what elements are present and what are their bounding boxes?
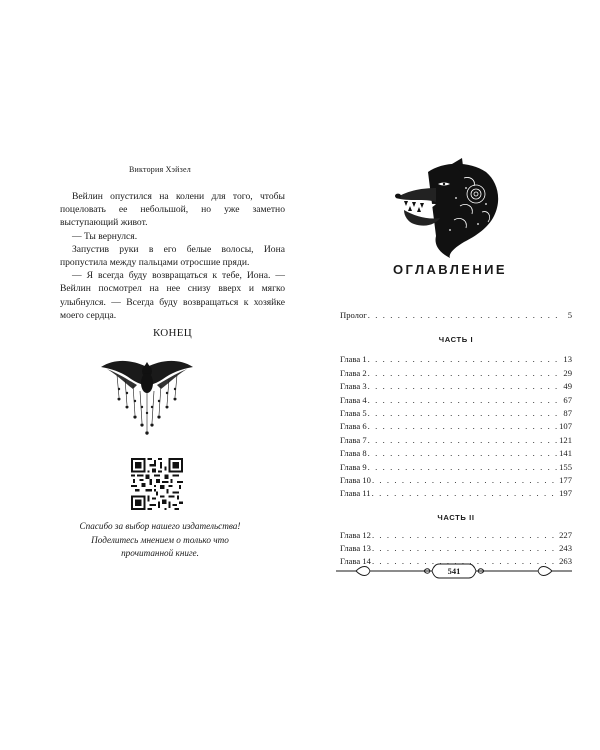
right-page (300, 0, 600, 750)
toc-leader-dots (372, 543, 558, 553)
toc-leader-dots (368, 395, 559, 405)
toc-entry-page: 13 (563, 354, 572, 365)
toc-entry-page: 49 (563, 381, 572, 392)
toc-entry[interactable] (340, 408, 572, 421)
toc-entry-page: 177 (559, 474, 572, 485)
toc-entry[interactable] (340, 368, 572, 381)
toc-entry-label: Глава 8 (340, 448, 367, 459)
wolf-head-illustration (390, 158, 510, 260)
toc-entry-page: 29 (563, 367, 572, 378)
toc-leader-dots (372, 488, 559, 498)
toc-entry-label: Глава 7 (340, 434, 367, 445)
thanks-line: прочитанной книге. (121, 548, 199, 558)
toc-entry-page: 141 (559, 448, 572, 459)
toc-entry[interactable] (340, 462, 572, 475)
toc-leader-dots (368, 354, 559, 364)
toc-entry-label: Глава 4 (340, 394, 367, 405)
toc-entry[interactable] (340, 435, 572, 448)
paragraph: — Я всегда буду возвращаться к тебе, Иона. — Вейлин посмотрел на нее снизу вверх и мягко улыбнулся. — Всегда буду возвращаться к хозяйке моего сердца. (60, 270, 285, 321)
toc-entry-label: Глава 1 (340, 354, 367, 365)
thanks-line: Спасибо за выбор нашего издательства! (79, 521, 241, 531)
toc-leader-dots (368, 462, 558, 472)
toc-entry-label: Глава 12 (340, 529, 371, 540)
toc-entry-page: 121 (559, 434, 572, 445)
toc-entry-page: 197 (559, 488, 572, 499)
toc-entry-label: Глава 13 (340, 543, 371, 554)
toc-entry-page: 5 (567, 310, 572, 320)
paragraph: — Ты вернулся. (72, 230, 138, 242)
toc-entry-page: 155 (559, 461, 572, 472)
toc-entry-page: 67 (563, 394, 572, 405)
toc-entry-label: Глава 5 (340, 407, 367, 418)
page-number-ornament (336, 563, 572, 579)
thanks-line: Поделитесь мнением о только что (91, 534, 229, 545)
toc-entry-prologue[interactable] (340, 310, 572, 323)
crow-illustration (97, 345, 197, 435)
toc-leader-dots (368, 408, 559, 418)
story-text (60, 190, 285, 322)
toc-entry[interactable] (340, 475, 572, 488)
toc-entry[interactable] (340, 395, 572, 408)
toc-part-heading: ЧАСТЬ I (438, 335, 474, 345)
toc-entry-page: 243 (559, 543, 572, 554)
page-number: 541 (447, 566, 461, 576)
toc-entry-label: Глава 6 (340, 421, 367, 432)
toc-entry-page: 263 (559, 556, 572, 567)
toc-entry-page: 107 (559, 421, 572, 432)
paragraph: Вейлин опустился на колени для того, чтобы поцеловать ее небольшой, но уже заметно выступающий живот. (60, 191, 285, 229)
toc-title: ОГЛАВЛЕНИЕ (393, 262, 507, 277)
toc-leader-dots (372, 475, 558, 485)
toc-part-heading: ЧАСТЬ II (437, 512, 475, 522)
table-of-contents (340, 310, 572, 570)
toc-leader-dots (368, 368, 559, 378)
paragraph: Запустив руки в его белые волосы, Иона пропустила между пальцами отросшие пряди. (60, 243, 285, 269)
toc-entry-label: Глава 9 (340, 461, 367, 472)
end-label: КОНЕЦ (152, 327, 193, 339)
toc-entry-label: Глава 3 (340, 381, 367, 392)
toc-entry[interactable] (340, 421, 572, 434)
qr-code-icon[interactable] (131, 458, 183, 510)
toc-entry-label: Глава 2 (340, 367, 367, 378)
toc-entry[interactable] (340, 488, 572, 501)
toc-entry-label: Пролог (340, 310, 367, 320)
toc-leader-dots (368, 381, 559, 391)
toc-leader-dots (368, 421, 558, 431)
toc-leader-dots (368, 448, 558, 458)
toc-entry[interactable] (340, 354, 572, 367)
running-head-author: Виктория Хэйзел (129, 165, 191, 174)
toc-entry[interactable] (340, 530, 572, 543)
toc-entry-page: 227 (559, 529, 572, 540)
toc-leader-dots (372, 530, 558, 540)
toc-entry[interactable] (340, 543, 572, 556)
toc-entry-label: Глава 14 (340, 556, 371, 567)
toc-entry-page: 87 (563, 407, 572, 418)
toc-entry-label: Глава 11 (340, 488, 371, 499)
toc-entry[interactable] (340, 448, 572, 461)
toc-entry[interactable] (340, 381, 572, 394)
toc-entry-label: Глава 10 (340, 474, 371, 485)
toc-leader-dots (368, 435, 558, 445)
thanks-message (60, 520, 260, 561)
toc-leader-dots (368, 310, 559, 320)
